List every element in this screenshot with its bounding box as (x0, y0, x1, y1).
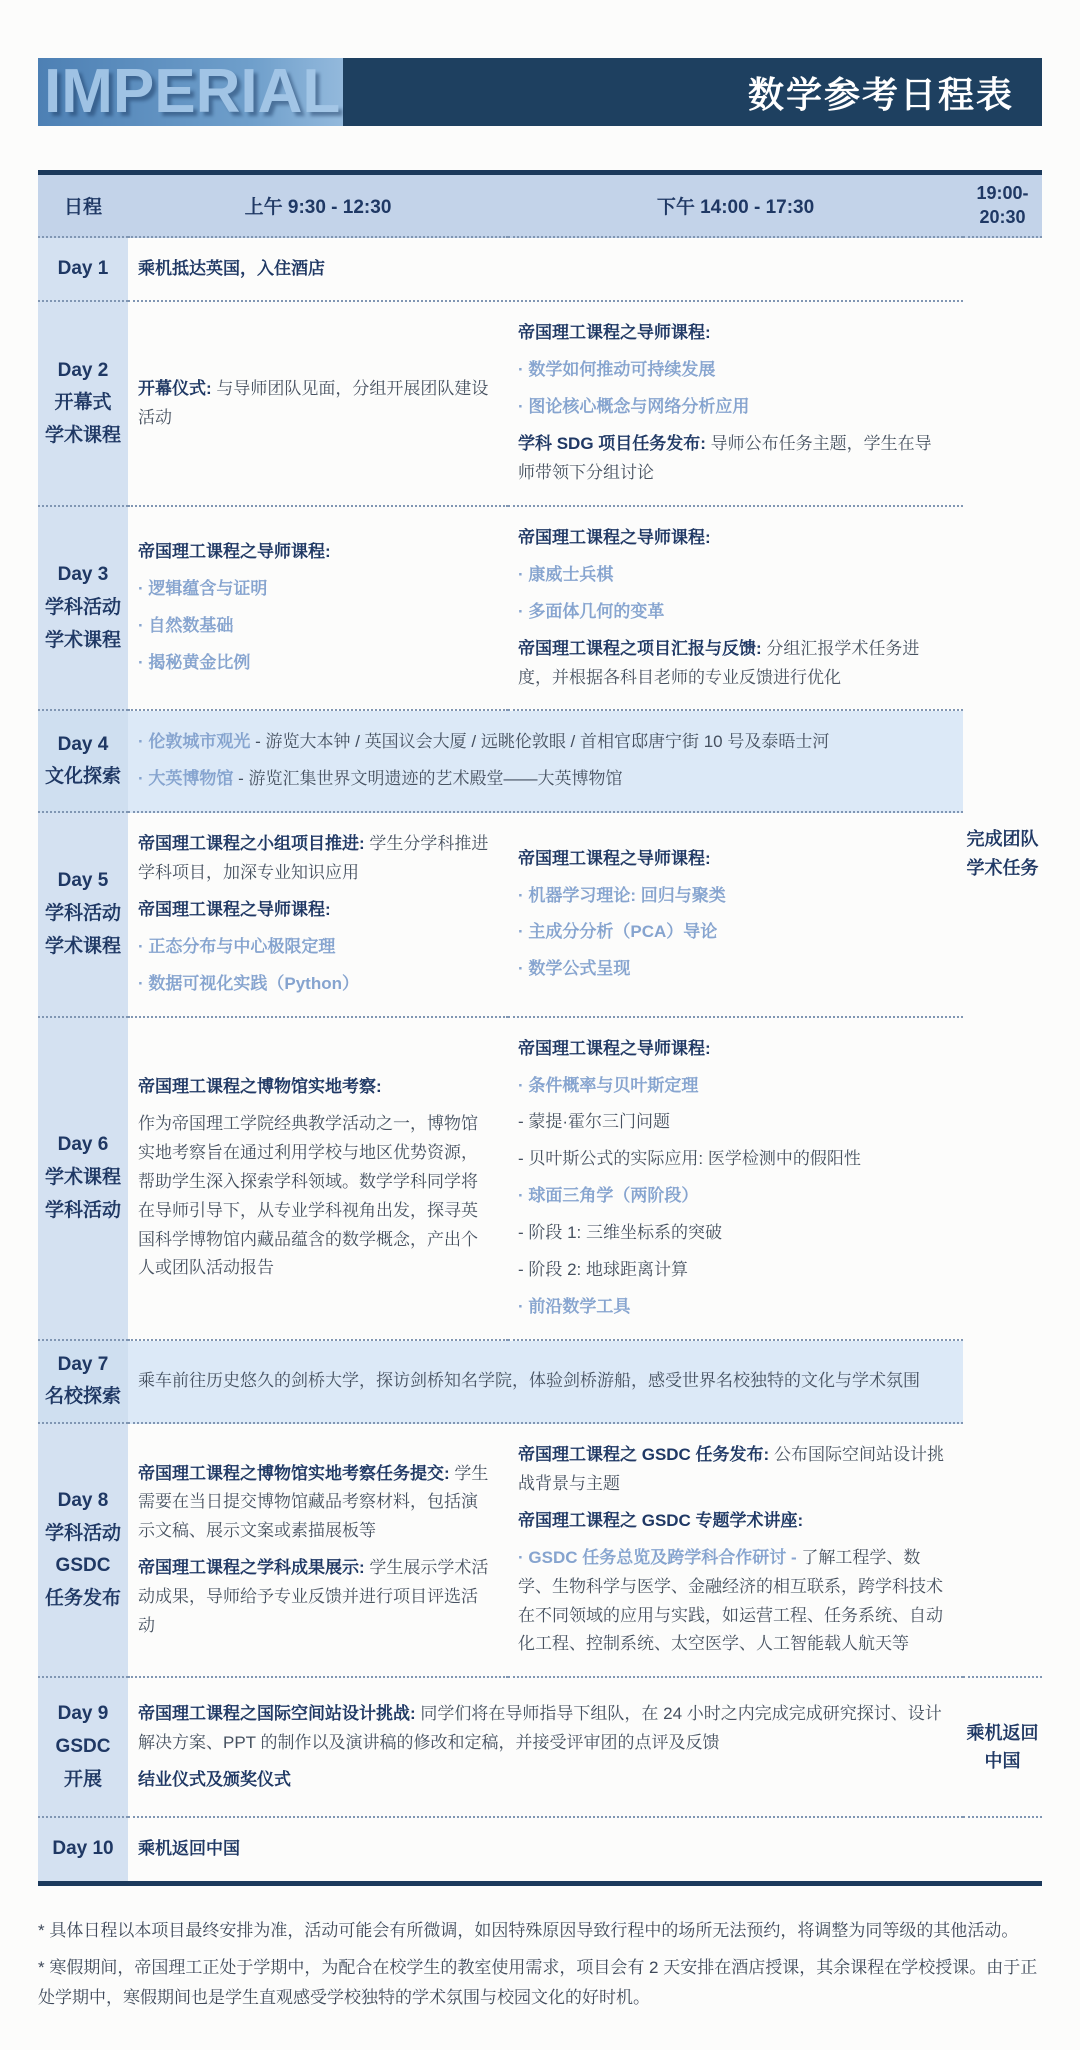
afternoon-cell (508, 507, 963, 711)
day-label (38, 302, 128, 506)
evening-cell (963, 507, 1042, 711)
schedule-row-day3 (38, 507, 1042, 711)
schedule-text: · 条件概率与贝叶斯定理 (518, 1075, 699, 1095)
schedule-text: · 康威士兵棋 (518, 564, 614, 584)
evening-cell (963, 302, 1042, 506)
day-label-line: GSDC (55, 1555, 111, 1577)
afternoon-cell (508, 1018, 963, 1341)
day-label-line: Day 10 (52, 1838, 114, 1860)
schedule-text: · 伦敦城市观光 - 游览大本钟 / 英国议会大厦 / 远眺伦敦眼 / 首相官邸唐宁街 10 号及泰晤士河 (138, 732, 830, 752)
footnote: * 寒假期间，帝国理工正处于学期中，为配合在校学生的教室使用需求，项目会有 2 天安排在酒店授课，其余课程在学校授课。由于正处学期中，寒假期间也是学生直观感受学校独特的学术氛围与校园文化的好时机。 (38, 1957, 1038, 2008)
evening-cell (963, 813, 1042, 1017)
schedule-text: · 揭秘黄金比例 (138, 653, 251, 673)
day-label (38, 1424, 128, 1678)
day-label-line: Day 7 (57, 1353, 109, 1375)
merged-cell (128, 1818, 963, 1881)
day-label-line: 学术课程 (44, 629, 121, 651)
schedule-text: 乘机抵达英国，入住酒店 (138, 258, 325, 278)
schedule-text: - 阶段 1: 三维坐标系的突破 (518, 1223, 723, 1243)
schedule-text: 帝国理工课程之国际空间站设计挑战: 同学们将在导师指导下组队，在 24 小时之内完成完成研究探讨、设计解决方案、PPT 的制作以及演讲稿的修改和定稿，并接受评审团的点评及反馈 (138, 1703, 942, 1752)
schedule-text: · 正态分布与中心极限定理 (138, 936, 336, 956)
day-label-line: Day 6 (57, 1134, 109, 1156)
schedule-text: · 自然数基础 (138, 616, 234, 636)
day-label (38, 1678, 128, 1818)
schedule-text: 帝国理工课程之导师课程: (518, 848, 711, 868)
day-label-line: 学科活动 (44, 1199, 121, 1221)
afternoon-cell (508, 1424, 963, 1678)
header-evening: 19:00-20:30 (963, 175, 1042, 238)
schedule-text: - 阶段 2: 地球距离计算 (518, 1259, 689, 1279)
header-day: 日程 (38, 175, 128, 238)
evening-cell (963, 1341, 1042, 1424)
day-label (38, 507, 128, 711)
schedule-text: · 数据可视化实践（Python） (138, 973, 359, 993)
evening-text: 中国 (984, 1751, 1021, 1772)
evening-cell (963, 238, 1042, 303)
schedule-text: 帝国理工课程之博物馆实地考察: (138, 1077, 382, 1097)
schedule-text: · 前沿数学工具 (518, 1296, 631, 1316)
schedule-text: · 多面体几何的变革 (518, 601, 665, 621)
schedule-text: · 主成分分析（PCA）导论 (518, 922, 718, 942)
schedule-text: 帝国理工课程之 GSDC 专题学术讲座: (518, 1510, 804, 1530)
schedule-text: 乘机返回中国 (138, 1839, 240, 1859)
merged-cell (128, 1678, 963, 1818)
schedule-text: · 球面三角学（两阶段） (518, 1186, 699, 1206)
day-label-line: 学科活动 (44, 1522, 121, 1544)
evening-cell (963, 1424, 1042, 1678)
evening-text: 学术任务 (966, 857, 1039, 878)
day-label-line: 学术课程 (44, 1166, 121, 1188)
day-label-line: 任务发布 (44, 1587, 121, 1609)
day-label-line: 学科活动 (44, 903, 121, 925)
schedule-text: 帝国理工课程之小组项目推进: 学生分学科推进学科项目，加深专业知识应用 (138, 834, 489, 883)
table-body (38, 238, 1042, 1882)
schedule-text: 乘车前往历史悠久的剑桥大学，探访剑桥知名学院，体验剑桥游船，感受世界名校独特的文化与学术氛围 (138, 1370, 920, 1390)
day-label-line: 文化探索 (44, 766, 121, 788)
schedule-text: 帝国理工课程之导师课程: (518, 527, 711, 547)
evening-cell (963, 1818, 1042, 1881)
day-label (38, 1018, 128, 1341)
afternoon-cell (508, 302, 963, 506)
imperial-logo-block (38, 58, 343, 126)
schedule-text: 结业仪式及颁奖仪式 (138, 1769, 291, 1789)
evening-cell (963, 1018, 1042, 1341)
footnote: * 具体日程以本项目最终安排为准，活动可能会有所微调，如因特殊原因导致行程中的场所无法预约，将调整为同等级的其他活动。 (38, 1921, 1019, 1941)
table-header-row (38, 175, 1042, 238)
evening-cell (963, 1678, 1042, 1818)
schedule-row-day5 (38, 813, 1042, 1017)
merged-cell (128, 711, 963, 813)
day-label-line: 学科活动 (44, 596, 121, 618)
evening-text: 乘机返回 (966, 1722, 1039, 1743)
morning-cell (128, 302, 508, 506)
day-label-line: Day 4 (57, 733, 109, 755)
day-label-line: Day 8 (57, 1489, 109, 1511)
schedule-text: · 机器学习理论: 回归与聚类 (518, 885, 726, 905)
schedule-text: · 数学如何推动可持续发展 (518, 360, 716, 380)
day-label-line: Day 5 (57, 870, 109, 892)
day-label-line: 开展 (63, 1768, 102, 1790)
schedule-row-day8 (38, 1424, 1042, 1678)
day-label-line: 学术课程 (44, 935, 121, 957)
schedule-text: · 逻辑蕴含与证明 (138, 579, 268, 599)
day-label-line: 开幕式 (54, 392, 112, 414)
schedule-text: 学科 SDG 项目任务发布: 导师公布任务主题，学生在导师带领下分组讨论 (518, 434, 932, 483)
schedule-row-day1 (38, 238, 1042, 303)
day-label-line: Day 2 (57, 359, 109, 381)
day-label (38, 1818, 128, 1881)
schedule-row-day6 (38, 1018, 1042, 1341)
schedule-text: 开幕仪式: 与导师团队见面，分组开展团队建设活动 (138, 378, 489, 427)
schedule-row-day2 (38, 302, 1042, 506)
merged-cell (128, 238, 963, 303)
header-morning: 上午 9:30 - 12:30 (128, 175, 508, 238)
schedule-text: 帝国理工课程之导师课程: (138, 542, 331, 562)
day-label (38, 711, 128, 813)
day-label-line: GSDC (55, 1735, 111, 1757)
schedule-text: 帝国理工课程之博物馆实地考察任务提交: 学生需要在当日提交博物馆藏品考察材料，包括演示文稿、展示文案或素描展板等 (138, 1463, 489, 1541)
schedule-text: 帝国理工课程之 GSDC 任务发布: 公布国际空间站设计挑战背景与主题 (518, 1445, 944, 1493)
merged-cell (128, 1341, 963, 1424)
schedule-text: 帝国理工课程之项目汇报与反馈: 分组汇报学术任务进度，并根据各科目老师的专业反馈进行优化 (518, 638, 920, 687)
schedule-text: - 贝叶斯公式的实际应用: 医学检测中的假阳性 (518, 1149, 861, 1169)
schedule-table (38, 170, 1042, 1886)
schedule-row-day10 (38, 1818, 1042, 1881)
schedule-text: 作为帝国理工学院经典教学活动之一，博物馆实地考察旨在通过利用学校与地区优势资源，帮助学生深入探索学科领域。数学学科同学将在导师引导下，从专业学科视角出发，探寻英国科学博物馆内藏品蕴含的数学概念，产出个人或团队活动报告 (138, 1113, 478, 1278)
morning-cell (128, 1018, 508, 1341)
schedule-row-day7 (38, 1341, 1042, 1424)
schedule-text: - 蒙提·霍尔三门问题 (518, 1112, 671, 1132)
schedule-text: · GSDC 任务总览及跨学科合作研讨 - 了解工程学、数学、生物科学与医学、金融经济的相互联系，跨学科技术在不同领域的应用与实践，如运营工程、任务系统、自动化工程、控制系统、太空医学、人工智能载人航天等 (518, 1547, 943, 1654)
day-label (38, 238, 128, 303)
schedule-row-day4 (38, 711, 1042, 813)
morning-cell (128, 507, 508, 711)
afternoon-cell (508, 813, 963, 1017)
day-label-line: Day 9 (57, 1703, 109, 1725)
banner (38, 58, 1042, 126)
schedule-text: 帝国理工课程之导师课程: (138, 899, 331, 919)
schedule-text: 帝国理工课程之导师课程: (518, 1038, 711, 1058)
schedule-text: 帝国理工课程之学科成果展示: 学生展示学术活动成果，导师给予专业反馈并进行项目评选活动 (138, 1558, 489, 1635)
day-label (38, 813, 128, 1017)
day-label-line: 学术课程 (44, 425, 121, 447)
day-label (38, 1341, 128, 1424)
schedule-text: · 图论核心概念与网络分析应用 (518, 397, 750, 417)
day-label-line: Day 1 (57, 257, 109, 279)
evening-cell (963, 711, 1042, 813)
evening-text: 完成团队 (966, 829, 1039, 850)
footnotes (38, 1916, 1042, 2014)
schedule-text: · 数学公式呈现 (518, 959, 631, 979)
morning-cell (128, 813, 508, 1017)
page-title: 数学参考日程表 (747, 73, 1014, 115)
schedule-text: · 大英博物馆 - 游览汇集世界文明遗迹的艺术殿堂——大英博物馆 (138, 769, 623, 789)
schedule-text: 帝国理工课程之导师课程: (518, 323, 711, 343)
day-label-line: Day 3 (57, 564, 109, 586)
schedule-row-day9 (38, 1678, 1042, 1818)
day-label-line: 名校探索 (44, 1386, 121, 1408)
imperial-logo: IMPERIAL (44, 57, 341, 126)
morning-cell (128, 1424, 508, 1678)
header-afternoon: 下午 14:00 - 17:30 (508, 175, 963, 238)
title-banner (343, 58, 1042, 126)
